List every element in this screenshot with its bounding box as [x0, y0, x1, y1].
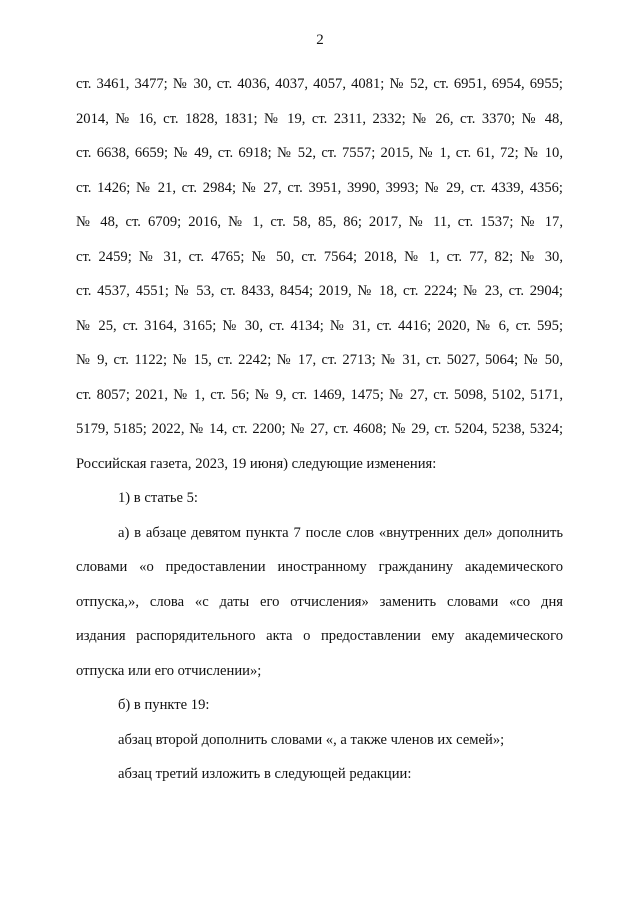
text-line: абзац третий изложить в следующей редакции:: [118, 766, 412, 782]
text-line: ст. 6638, 6659; № 49, ст. 6918; № 52, ст. 7557; 2015, № 1, ст. 61, 72; № 10,: [76, 145, 563, 161]
text-line: № 9, ст. 1122; № 15, ст. 2242; № 17, ст. 2713; № 31, ст. 5027, 5064; № 50,: [76, 352, 563, 368]
text-line: отпуска или его отчислении»;: [76, 662, 262, 679]
text-line: ст. 3461, 3477; № 30, ст. 4036, 4037, 4057, 4081; № 52, ст. 6951, 6954, 6955;: [76, 76, 563, 92]
text-line: абзац второй дополнить словами «, а также членов их семей»;: [118, 731, 505, 748]
text-line: № 48, ст. 6709; 2016, № 1, ст. 58, 85, 86; 2017, № 11, ст. 1537; № 17,: [76, 214, 563, 230]
text-line: ст. 4537, 4551; № 53, ст. 8433, 8454; 2019, № 18, ст. 2224; № 23, ст. 2904;: [76, 283, 563, 299]
text-line: а) в абзаце девятом пункта 7 после слов «внутренних дел» дополнить: [118, 524, 563, 541]
text-line: ст. 2459; № 31, ст. 4765; № 50, ст. 7564; 2018, № 1, ст. 77, 82; № 30,: [76, 248, 563, 265]
text-line: отпуска,», слова «с даты его отчисления» заменить словами «со дня: [76, 593, 563, 610]
text-line: ст. 1426; № 21, ст. 2984; № 27, ст. 3951, 3990, 3993; № 29, ст. 4339, 4356;: [76, 179, 563, 196]
text-line: 5179, 5185; 2022, № 14, ст. 2200; № 27, ст. 4608; № 29, ст. 5204, 5238, 5324;: [76, 421, 563, 437]
text-line: издания распорядительного акта о предоставлении ему академического: [76, 628, 563, 644]
text-line: № 25, ст. 3164, 3165; № 30, ст. 4134; № 31, ст. 4416; 2020, № 6, ст. 595;: [76, 317, 563, 334]
text-line: словами «о предоставлении иностранному гражданину академического: [76, 559, 563, 575]
document-body: [76, 73, 563, 798]
text-line: б) в пункте 19:: [118, 697, 210, 713]
text-line: Российская газета, 2023, 19 июня) следующие изменения:: [76, 455, 437, 472]
text-line: ст. 8057; 2021, № 1, ст. 56; № 9, ст. 1469, 1475; № 27, ст. 5098, 5102, 5171,: [76, 386, 563, 403]
text-line: 1) в статье 5:: [118, 490, 198, 506]
page-number: 2: [316, 32, 324, 48]
text-line: 2014, № 16, ст. 1828, 1831; № 19, ст. 2311, 2332; № 26, ст. 3370; № 48,: [76, 110, 563, 127]
